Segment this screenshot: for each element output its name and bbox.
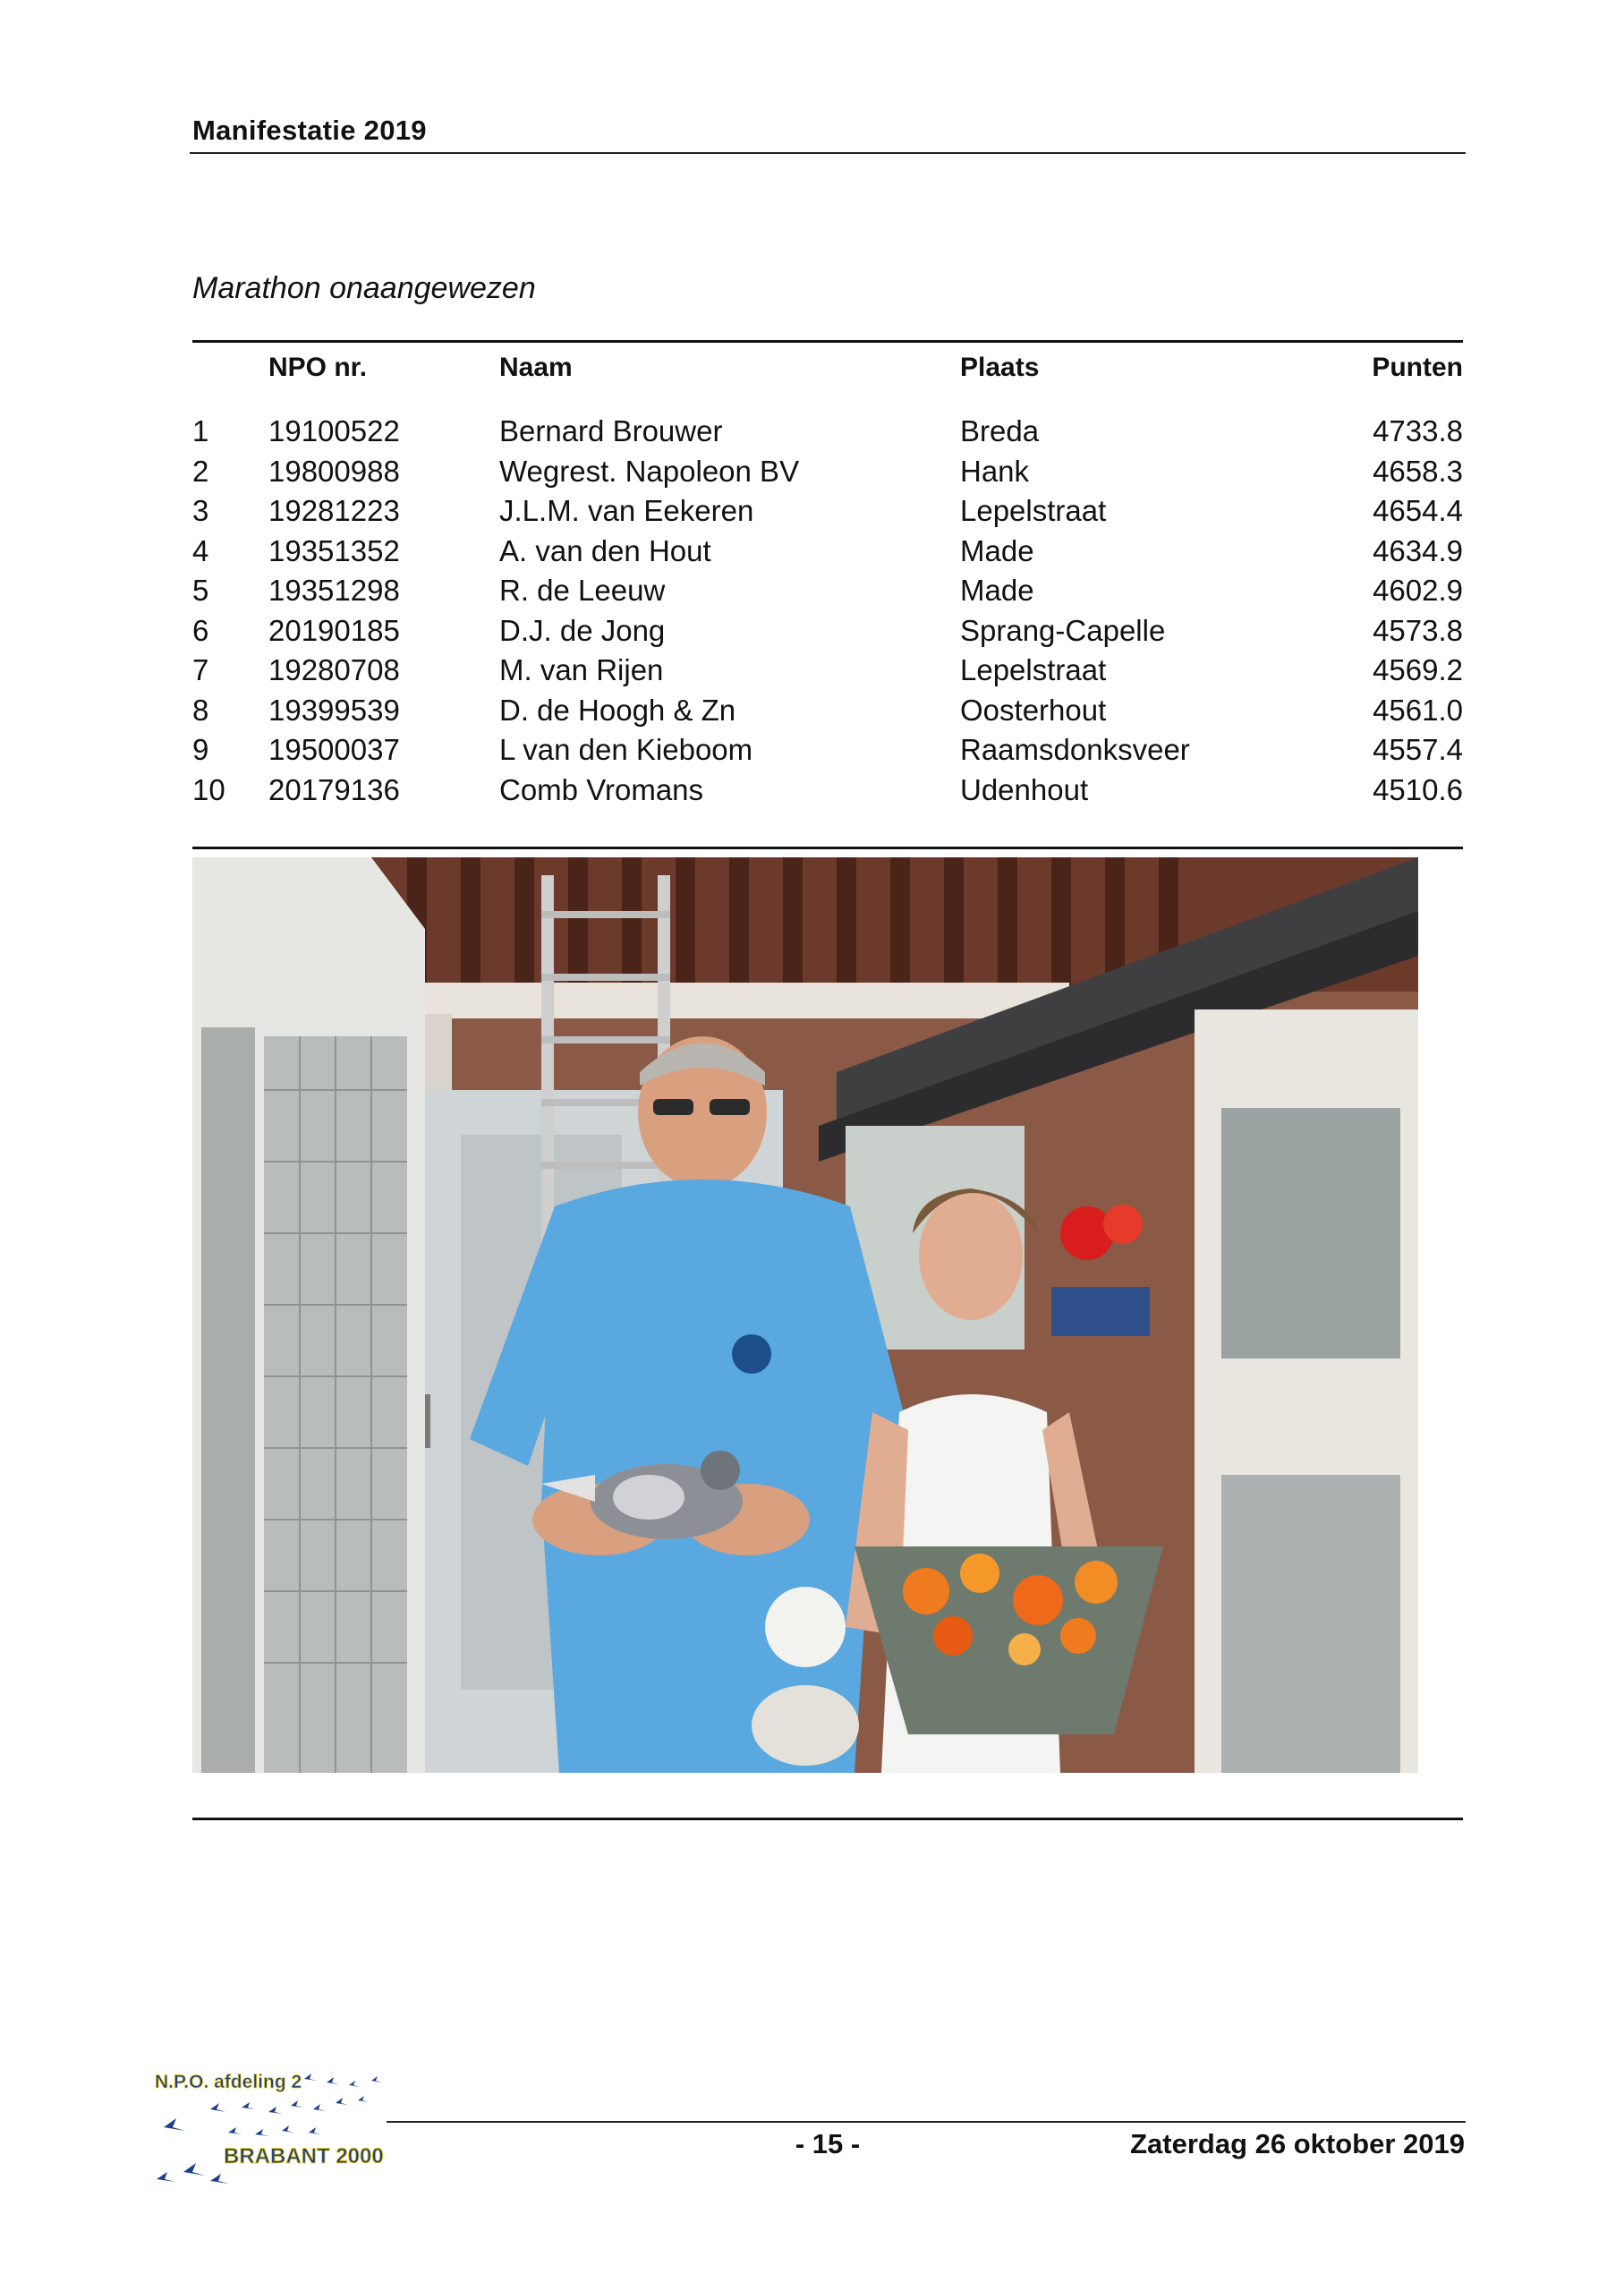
column-header-place: Plaats — [960, 353, 1040, 382]
cell-npo: 19281223 — [268, 494, 400, 528]
column-header-npo: NPO nr. — [268, 353, 368, 382]
cell-points: 4733.8 — [1373, 414, 1463, 448]
table-row — [192, 611, 1463, 652]
cell-rank: 5 — [192, 574, 209, 608]
logo-line-2: BRABANT 2000 — [224, 2144, 384, 2168]
cell-name: R. de Leeuw — [499, 574, 666, 608]
table-row — [192, 651, 1463, 691]
cell-place: Hank — [960, 454, 1030, 488]
section-title: Marathon onaangewezen — [192, 271, 536, 305]
cell-rank: 3 — [192, 494, 209, 528]
footer-date: Zaterdag 26 oktober 2019 — [1130, 2128, 1465, 2159]
cell-rank: 1 — [192, 414, 209, 448]
cell-rank: 8 — [192, 693, 209, 727]
page-number: - 15 - — [795, 2128, 861, 2159]
winner-photo — [192, 857, 1418, 1773]
cell-place: Udenhout — [960, 772, 1089, 806]
cell-npo: 19399539 — [268, 693, 400, 727]
footer-rule — [387, 2121, 1466, 2123]
table-row — [192, 571, 1463, 611]
cell-rank: 10 — [192, 772, 225, 806]
table-row — [192, 412, 1463, 452]
column-header-name: Naam — [499, 353, 573, 382]
logo-line-1: N.P.O. afdeling 2 — [155, 2072, 302, 2092]
table-row — [192, 532, 1463, 572]
cell-npo: 19100522 — [268, 414, 400, 448]
cell-name: Comb Vromans — [499, 772, 704, 806]
table-row — [192, 771, 1463, 811]
cell-name: D.J. de Jong — [499, 613, 666, 647]
header-rule — [190, 152, 1466, 154]
column-header-rank — [192, 349, 268, 387]
cell-rank: 6 — [192, 613, 209, 647]
cell-points: 4658.3 — [1373, 454, 1463, 488]
cell-npo: 19500037 — [268, 733, 400, 767]
cell-rank: 9 — [192, 733, 209, 767]
cell-points: 4573.8 — [1373, 613, 1463, 647]
page-header-title: Manifestatie 2019 — [192, 115, 427, 146]
results-table — [192, 349, 1463, 810]
cell-npo: 20190185 — [268, 613, 400, 647]
table-bottom-rule — [192, 847, 1463, 849]
cell-place: Breda — [960, 414, 1040, 448]
cell-name: D. de Hoogh & Zn — [499, 693, 736, 727]
cell-name: M. van Rijen — [499, 653, 664, 687]
cell-npo: 19351352 — [268, 533, 400, 567]
cell-name: Wegrest. Napoleon BV — [499, 454, 800, 488]
cell-npo: 20179136 — [268, 772, 400, 806]
cell-points: 4557.4 — [1373, 733, 1463, 767]
cell-points: 4510.6 — [1373, 772, 1463, 806]
table-header-row — [192, 349, 1463, 387]
cell-points: 4561.0 — [1373, 693, 1463, 727]
column-header-points: Punten — [1372, 353, 1463, 382]
cell-name: Bernard Brouwer — [499, 414, 723, 448]
cell-npo: 19351298 — [268, 574, 400, 608]
table-row — [192, 452, 1463, 492]
cell-place: Made — [960, 574, 1034, 608]
cell-rank: 7 — [192, 653, 209, 687]
cell-place: Lepelstraat — [960, 653, 1107, 687]
cell-name: L van den Kieboom — [499, 733, 753, 767]
photo-bottom-rule — [192, 1818, 1463, 1820]
cell-place: Sprang-Capelle — [960, 613, 1166, 647]
cell-place: Lepelstraat — [960, 494, 1107, 528]
cell-rank: 4 — [192, 533, 209, 567]
cell-name: J.L.M. van Eekeren — [499, 494, 754, 528]
table-row — [192, 691, 1463, 731]
cell-points: 4634.9 — [1373, 533, 1463, 567]
table-row — [192, 491, 1463, 532]
table-top-rule — [192, 340, 1463, 343]
cell-points: 4654.4 — [1373, 494, 1463, 528]
cell-place: Raamsdonksveer — [960, 733, 1190, 767]
cell-rank: 2 — [192, 454, 209, 488]
table-row — [192, 730, 1463, 771]
cell-place: Oosterhout — [960, 693, 1107, 727]
npo-brabant-logo — [148, 2063, 394, 2197]
cell-npo: 19280708 — [268, 653, 400, 687]
cell-points: 4602.9 — [1373, 574, 1463, 608]
cell-place: Made — [960, 533, 1034, 567]
cell-points: 4569.2 — [1373, 653, 1463, 687]
cell-npo: 19800988 — [268, 454, 400, 488]
cell-name: A. van den Hout — [499, 533, 711, 567]
